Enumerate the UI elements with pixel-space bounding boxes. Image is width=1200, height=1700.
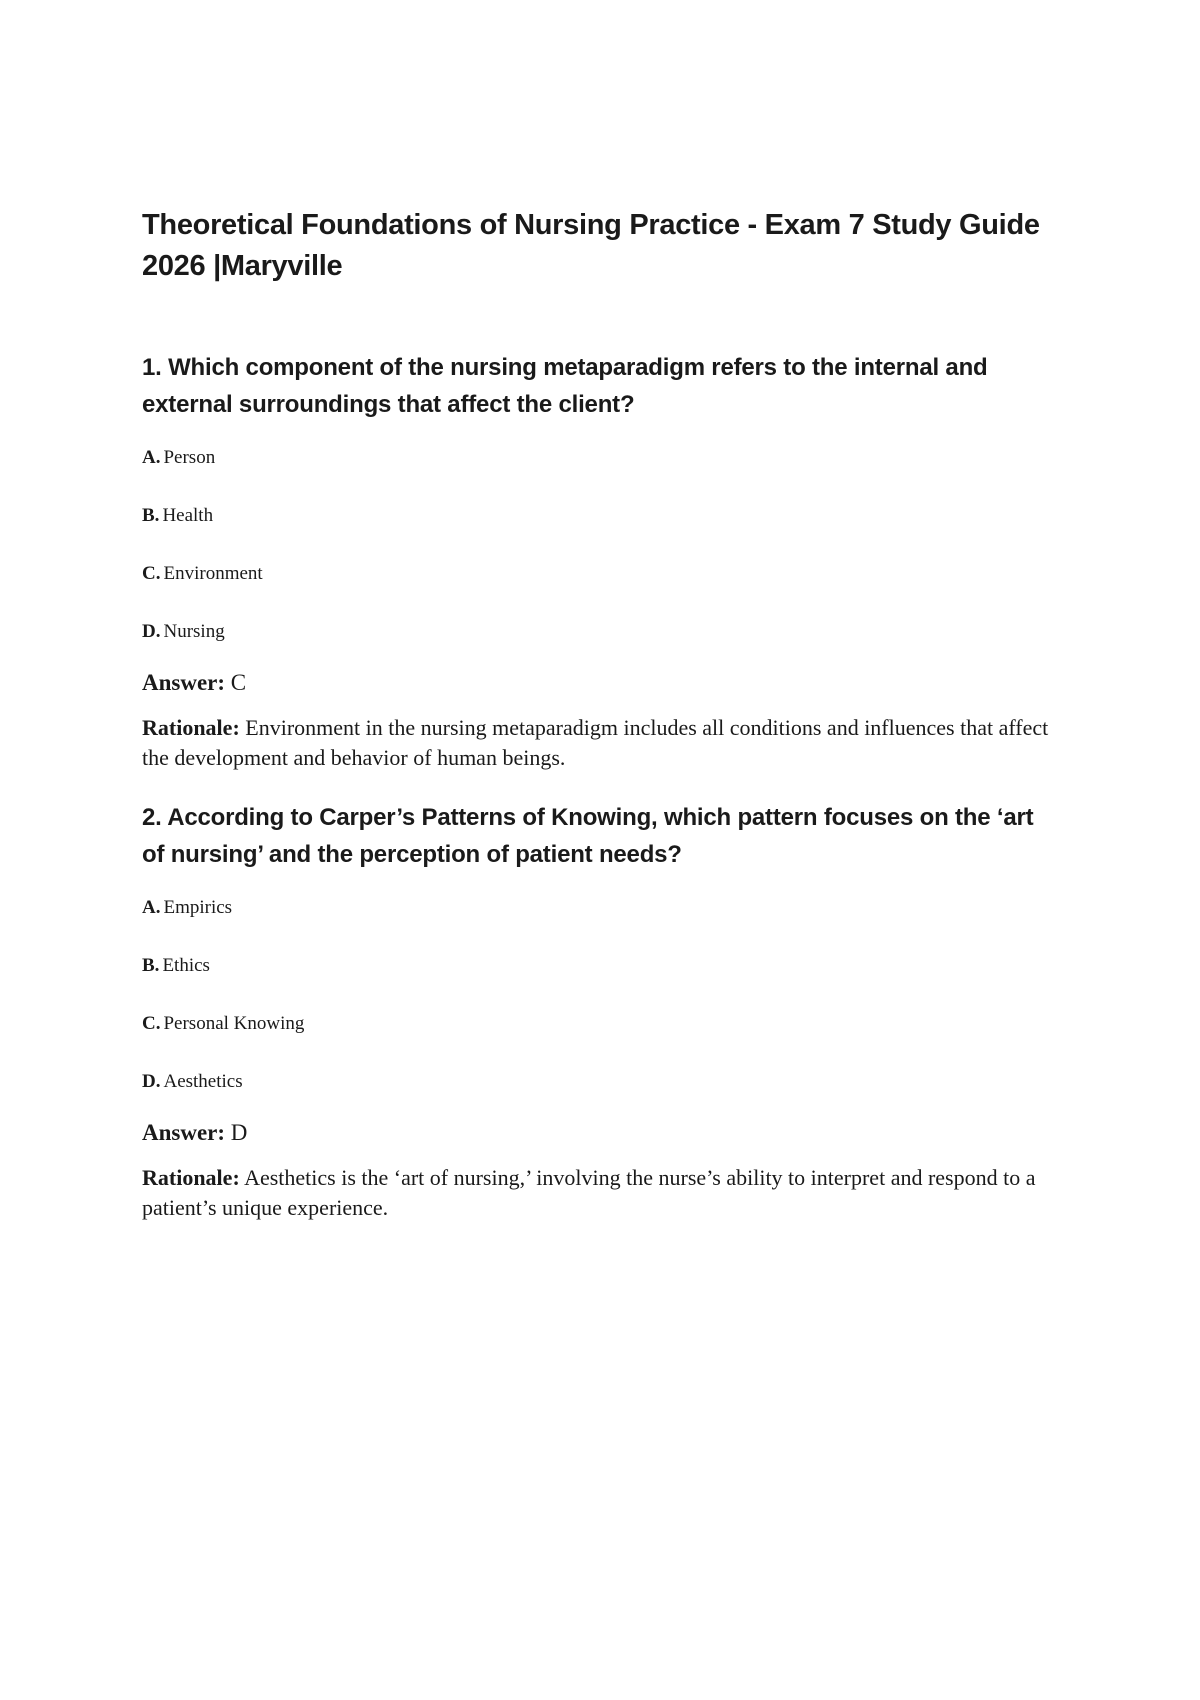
question-1 [142,349,1062,773]
option-text: Personal Knowing [163,1013,305,1034]
rationale-line [142,1163,1062,1223]
answer-line [142,669,1062,697]
option-b [142,955,1062,977]
question-2 [142,799,1062,1223]
rationale-text: Environment in the nursing metaparadigm includes all conditions and influences that affect the development and behavior of human beings. [142,715,1049,770]
option-letter: A. [142,447,161,468]
option-a [142,447,1062,469]
option-list [142,897,1062,1093]
option-text: Health [162,505,214,526]
option-d [142,621,1062,643]
document-title: Theoretical Foundations of Nursing Practice - Exam 7 Study Guide 2026 |Maryville [142,209,1040,282]
answer-value: C [230,670,247,695]
question-text: 1. Which component of the nursing metaparadigm refers to the internal and external surroundings that affect the client? [142,354,988,418]
rationale-text: Aesthetics is the ‘art of nursing,’ involving the nurse’s ability to interpret and respond to a patient’s unique experience. [142,1165,1036,1220]
document-page [142,205,1062,1223]
option-c [142,563,1062,585]
option-a [142,897,1062,919]
option-text: Person [163,447,216,468]
answer-label: Answer: [142,1120,226,1145]
option-letter: D. [142,621,161,642]
option-b [142,505,1062,527]
rationale-label: Rationale: [142,1165,240,1190]
answer-label: Answer: [142,670,226,695]
option-letter: C. [142,1013,161,1034]
option-c [142,1013,1062,1035]
rationale-label: Rationale: [142,715,240,740]
question-text: 2. According to Carper’s Patterns of Knowing, which pattern focuses on the ‘art of nursing’ and the perception of patient needs? [142,804,1034,868]
option-letter: C. [142,563,161,584]
answer-line [142,1119,1062,1147]
option-text: Empirics [163,897,233,918]
option-letter: B. [142,955,160,976]
rationale-line [142,713,1062,773]
option-d [142,1071,1062,1093]
option-letter: D. [142,1071,161,1092]
answer-value: D [230,1120,248,1145]
option-text: Aesthetics [163,1071,243,1092]
option-list [142,447,1062,643]
option-letter: B. [142,505,160,526]
option-text: Ethics [162,955,210,976]
option-text: Nursing [163,621,225,642]
option-text: Environment [163,563,263,584]
option-letter: A. [142,897,161,918]
